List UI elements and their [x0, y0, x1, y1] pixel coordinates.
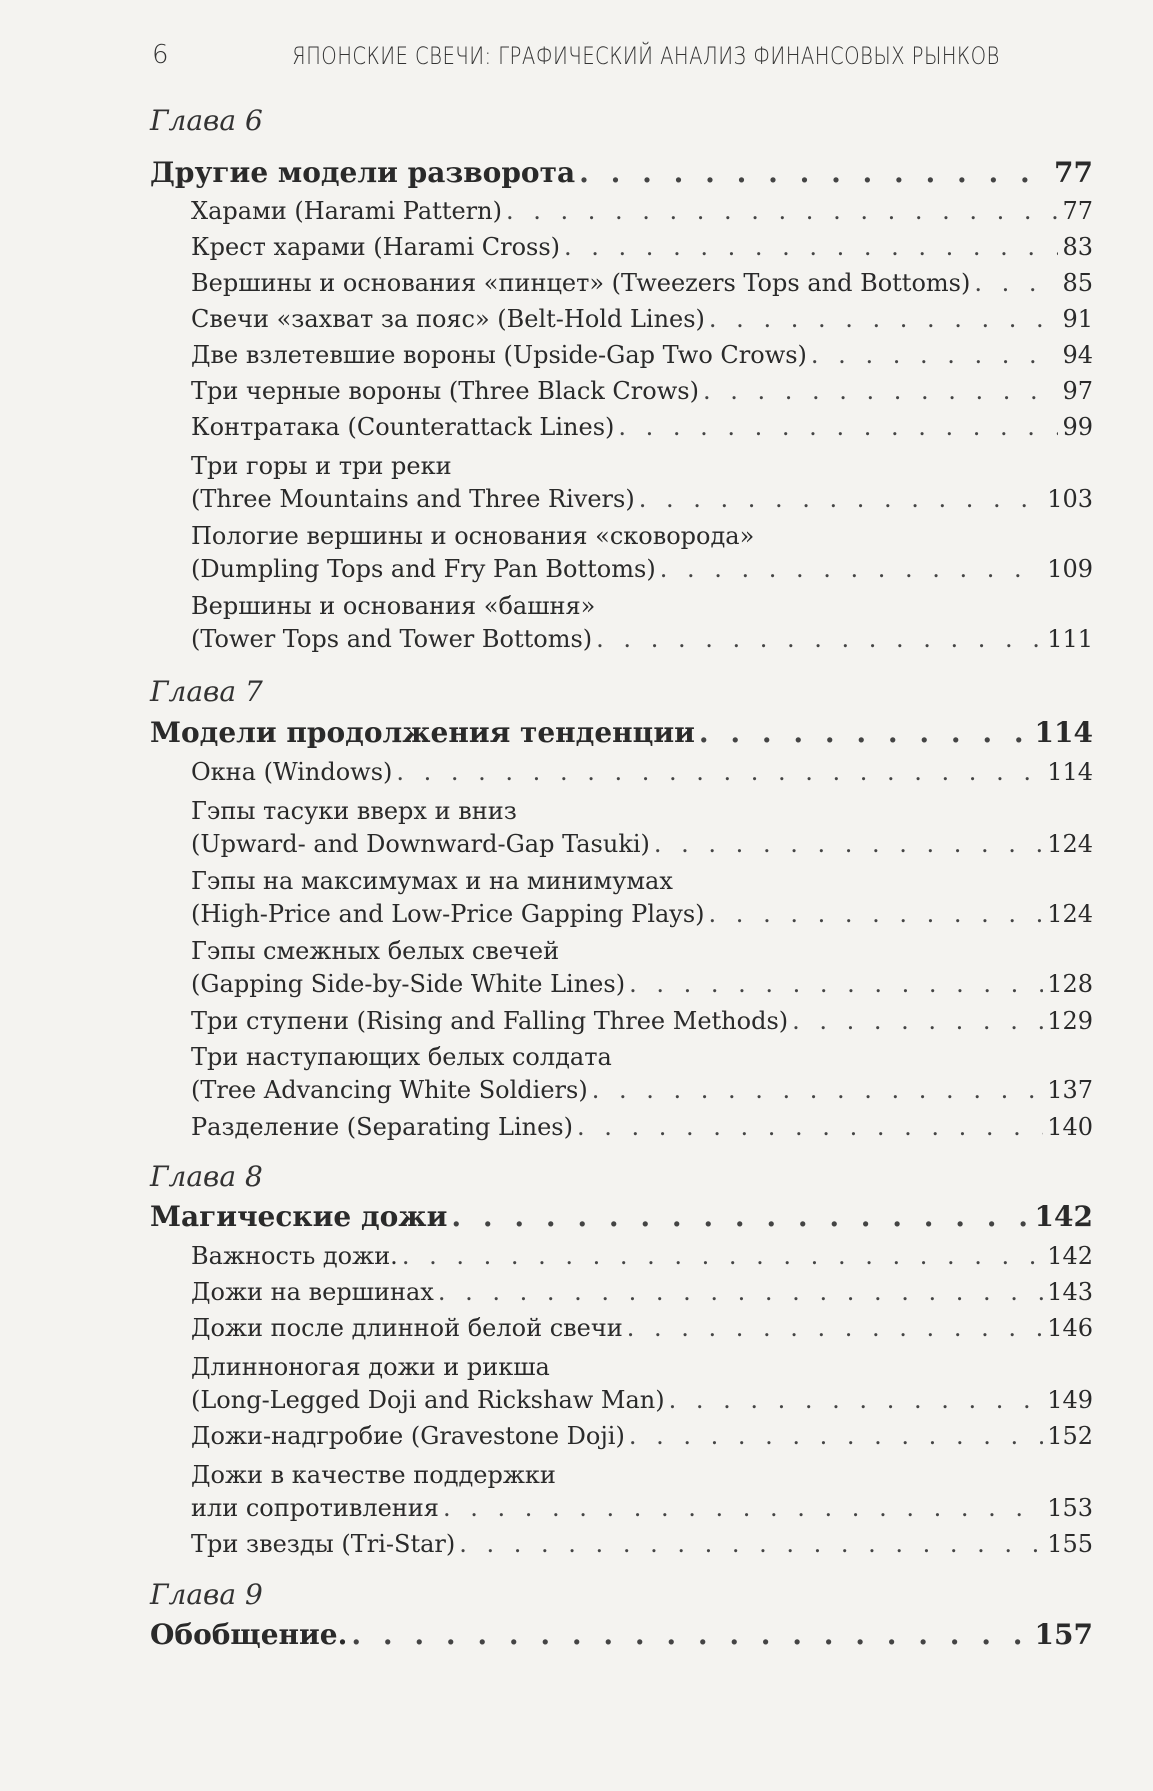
- toc-entry[interactable]: [0, 830, 1153, 858]
- entry-title: (Tower Tops and Tower Bottoms): [191, 625, 593, 653]
- dot-leader: [709, 305, 1059, 333]
- entry-page: 85: [1062, 269, 1093, 297]
- toc-entry[interactable]: [0, 1113, 1153, 1141]
- entry-page: 94: [1062, 341, 1093, 369]
- dot-leader: [564, 233, 1058, 261]
- entry-title: Три звезды (Tri-Star): [191, 1530, 456, 1558]
- toc-entry[interactable]: [0, 233, 1153, 261]
- entry-title: (Long-Legged Doji and Rickshaw Man): [191, 1386, 665, 1414]
- entry-page: 111: [1047, 625, 1093, 653]
- chapter-label: Глава 8: [150, 1160, 263, 1193]
- entry-title: Три черные вороны (Three Black Crows): [191, 377, 699, 405]
- toc-entry[interactable]: [0, 1494, 1153, 1522]
- entry-page: 142: [1047, 1242, 1093, 1270]
- dot-leader: [577, 1113, 1043, 1141]
- entry-title-line1: Три наступающих белых солдата: [191, 1043, 612, 1071]
- chapter-row[interactable]: [0, 1618, 1153, 1651]
- entry-title: (Dumpling Tops and Fry Pan Bottoms): [191, 555, 656, 583]
- entry-page: 124: [1047, 900, 1093, 928]
- toc-entry[interactable]: [0, 1242, 1153, 1270]
- entry-page: 128: [1047, 970, 1093, 998]
- dot-leader: [351, 1618, 1030, 1651]
- entry-title-line1: Гэпы смежных белых свечей: [191, 937, 560, 965]
- toc-entry[interactable]: [0, 900, 1153, 928]
- toc-entry[interactable]: [0, 758, 1153, 786]
- entry-page: 97: [1062, 377, 1093, 405]
- toc-entry[interactable]: [0, 1422, 1153, 1450]
- entry-page: 91: [1062, 305, 1093, 333]
- entry-title: (Three Mountains and Three Rivers): [191, 485, 635, 513]
- entry-title: Харами (Harami Pattern): [191, 197, 502, 225]
- dot-leader: [660, 555, 1044, 583]
- dot-leader: [396, 758, 1043, 786]
- toc-entry[interactable]: [0, 555, 1153, 583]
- toc-entry[interactable]: [0, 1530, 1153, 1558]
- entry-page: 109: [1047, 555, 1093, 583]
- entry-page: 124: [1047, 830, 1093, 858]
- entry-title: (Upward- and Downward-Gap Tasuki): [191, 830, 650, 858]
- chapter-label: Глава 6: [150, 104, 263, 137]
- dot-leader: [629, 970, 1043, 998]
- dot-leader: [703, 377, 1059, 405]
- entry-title: (High-Price and Low-Price Gapping Plays): [191, 900, 705, 928]
- dot-leader: [792, 1007, 1043, 1035]
- dot-leader: [451, 1200, 1030, 1233]
- chapter-page: 114: [1034, 716, 1093, 749]
- dot-leader: [811, 341, 1059, 369]
- dot-leader: [699, 716, 1031, 749]
- book-title: ЯПОНСКИЕ СВЕЧИ: ГРАФИЧЕСКИЙ АНАЛИЗ ФИНАНСОВЫХ РЫНКОВ: [292, 42, 1000, 70]
- toc-entry[interactable]: [0, 269, 1153, 297]
- entry-title: Окна (Windows): [191, 758, 393, 786]
- entry-page: 140: [1047, 1113, 1093, 1141]
- toc-entry[interactable]: [0, 1314, 1153, 1342]
- entry-page: 114: [1047, 758, 1093, 786]
- dot-leader: [654, 830, 1043, 858]
- chapter-page: 157: [1034, 1618, 1093, 1651]
- entry-title: Крест харами (Harami Cross): [191, 233, 561, 261]
- entry-page: 99: [1062, 413, 1093, 441]
- chapter-title: Обобщение.: [150, 1618, 348, 1651]
- entry-title-line1: Вершины и основания «башня»: [191, 592, 596, 620]
- dot-leader: [629, 1422, 1043, 1450]
- entry-title: Важность дожи.: [191, 1242, 398, 1270]
- entry-page: 143: [1047, 1278, 1093, 1306]
- dot-leader: [438, 1278, 1043, 1306]
- toc-entry[interactable]: [0, 1076, 1153, 1104]
- toc-entry[interactable]: [0, 1278, 1153, 1306]
- entry-title: Три ступени (Rising and Falling Three Methods): [191, 1007, 789, 1035]
- toc-entry[interactable]: [0, 1007, 1153, 1035]
- entry-title: Две взлетевшие вороны (Upside-Gap Two Crows): [191, 341, 807, 369]
- toc-entry[interactable]: [0, 970, 1153, 998]
- dot-leader: [579, 156, 1050, 189]
- chapter-label: Глава 7: [150, 675, 263, 708]
- entry-title: Свечи «захват за пояс» (Belt-Hold Lines): [191, 305, 705, 333]
- entry-title: Дожи после длинной белой свечи: [191, 1314, 623, 1342]
- dot-leader: [592, 1076, 1043, 1104]
- entry-title: (Tree Advancing White Soldiers): [191, 1076, 588, 1104]
- toc-entry[interactable]: [0, 413, 1153, 441]
- entry-page: 103: [1047, 485, 1093, 513]
- entry-title: Разделение (Separating Lines): [191, 1113, 573, 1141]
- dot-leader: [506, 197, 1058, 225]
- toc-entry[interactable]: [0, 1386, 1153, 1414]
- toc-entry[interactable]: [0, 625, 1153, 653]
- entry-title: Контратака (Counterattack Lines): [191, 413, 615, 441]
- entry-page: 155: [1047, 1530, 1093, 1558]
- toc-entry[interactable]: [0, 341, 1153, 369]
- entry-page: 77: [1062, 197, 1093, 225]
- entry-title-line1: Три горы и три реки: [191, 452, 452, 480]
- entry-page: 129: [1047, 1007, 1093, 1035]
- entry-page: 146: [1047, 1314, 1093, 1342]
- dot-leader: [618, 413, 1058, 441]
- dot-leader: [627, 1314, 1043, 1342]
- entry-title: Дожи на вершинах: [191, 1278, 434, 1306]
- chapter-row[interactable]: [0, 1200, 1153, 1233]
- entry-page: 153: [1047, 1494, 1093, 1522]
- entry-title: Вершины и основания «пинцет» (Tweezers Tops and Bottoms): [191, 269, 971, 297]
- dot-leader: [596, 625, 1043, 653]
- entry-title: или сопротивления: [191, 1494, 439, 1522]
- dot-leader: [669, 1386, 1044, 1414]
- toc-entry[interactable]: [0, 305, 1153, 333]
- entry-page: 83: [1062, 233, 1093, 261]
- chapter-row[interactable]: [0, 156, 1153, 189]
- chapter-title: Магические дожи: [150, 1200, 448, 1233]
- entry-page: 149: [1047, 1386, 1093, 1414]
- toc-entry[interactable]: [0, 197, 1153, 225]
- running-head: [0, 38, 1153, 78]
- toc-entry[interactable]: [0, 485, 1153, 513]
- dot-leader: [402, 1242, 1043, 1270]
- dot-leader: [443, 1494, 1043, 1522]
- entry-title-line1: Длинноногая дожи и рикша: [191, 1353, 550, 1381]
- entry-title-line1: Гэпы тасуки вверх и вниз: [191, 797, 517, 825]
- dot-leader: [974, 269, 1058, 297]
- toc-entry[interactable]: [0, 377, 1153, 405]
- entry-title-line1: Дожи в качестве поддержки: [191, 1461, 556, 1489]
- entry-page: 152: [1047, 1422, 1093, 1450]
- entry-title: Дожи-надгробие (Gravestone Doji): [191, 1422, 625, 1450]
- chapter-title: Модели продолжения тенденции: [150, 716, 695, 749]
- entry-title: (Gapping Side-by-Side White Lines): [191, 970, 626, 998]
- entry-title-line1: Гэпы на максимумах и на минимумах: [191, 867, 673, 895]
- chapter-title: Другие модели разворота: [150, 156, 576, 189]
- chapter-page: 142: [1034, 1200, 1093, 1233]
- chapter-row[interactable]: [0, 716, 1153, 749]
- dot-leader: [459, 1530, 1043, 1558]
- dot-leader: [709, 900, 1044, 928]
- chapter-label: Глава 9: [150, 1578, 263, 1611]
- entry-title-line1: Пологие вершины и основания «сковорода»: [191, 522, 755, 550]
- dot-leader: [639, 485, 1043, 513]
- chapter-page: 77: [1054, 156, 1093, 189]
- entry-page: 137: [1047, 1076, 1093, 1104]
- page-number: 6: [152, 40, 170, 70]
